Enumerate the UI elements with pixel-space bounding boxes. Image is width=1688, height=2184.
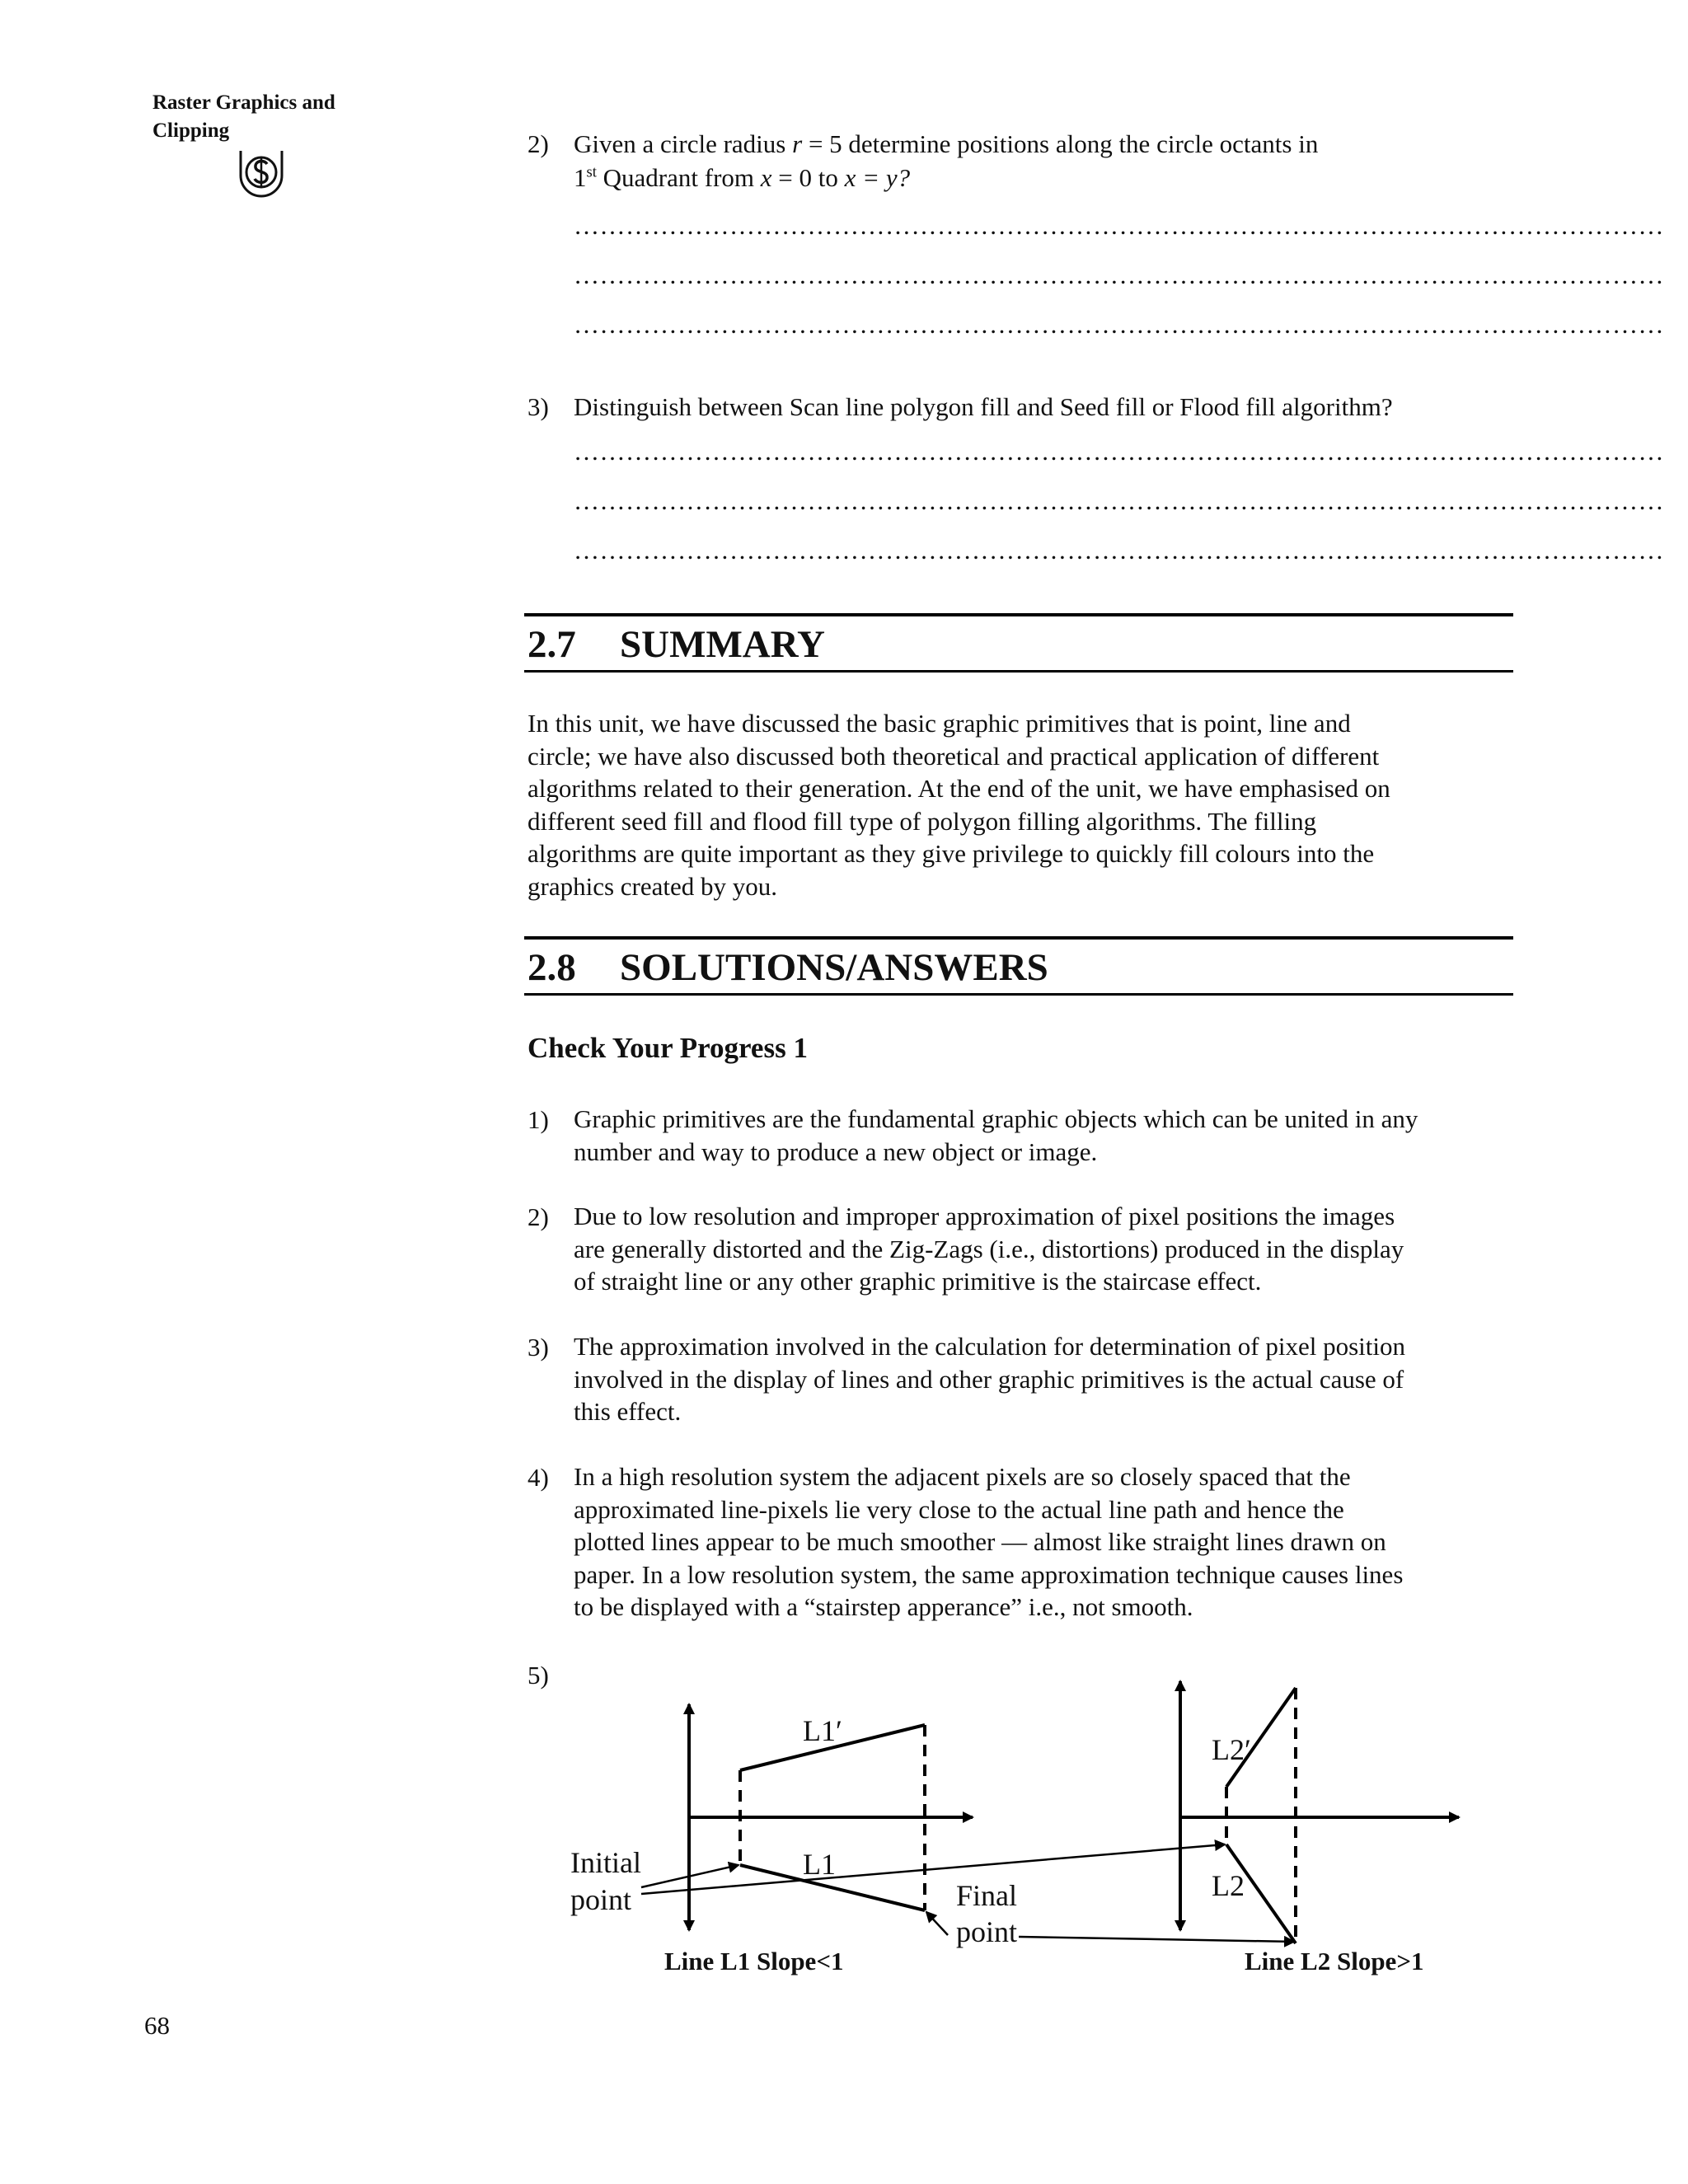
answer-line: ……………………………………………………………………………………………………………… (574, 437, 1664, 466)
variable-xy: x = y? (844, 163, 911, 192)
question-text: 1 (574, 163, 587, 192)
final-point-arrow (926, 1912, 948, 1935)
subheading: Check Your Progress 1 (528, 1032, 808, 1064)
variable-r: r (792, 129, 803, 158)
label-initial-point: point (570, 1883, 632, 1916)
superscript: st (586, 163, 597, 181)
text-line: involved in the display of lines and other graphic primitives is the actual cause of (574, 1364, 1404, 1394)
question-text: = 5 determine positions along the circle octants in (802, 129, 1319, 158)
question-text: Distinguish between Scan line polygon fill and Seed fill or Flood fill algorithm? (574, 392, 1393, 421)
final-point-arrow-2 (1019, 1937, 1294, 1942)
label-l1-prime: L1′ (803, 1714, 842, 1747)
text-line: In a high resolution system the adjacent pixels are so closely spaced that the (574, 1462, 1351, 1491)
text-line: to be displayed with a “stairstep apperance” i.e., not smooth. (574, 1592, 1193, 1621)
text-line: circle; we have also discussed both theoretical and practical application of different (528, 741, 1380, 771)
answer-line: ……………………………………………………………………………………………………………… (574, 211, 1664, 240)
section-number: 2.7 (528, 623, 576, 666)
text-line: approximated line-pixels lie very close to the actual line path and hence the (574, 1494, 1344, 1524)
label-l2: L2 (1212, 1869, 1245, 1902)
text-line: are generally distorted and the Zig-Zags (i.e., distortions) produced in the display (574, 1234, 1404, 1263)
section-title: SOLUTIONS/ANSWERS (620, 946, 1048, 989)
section-title: SUMMARY (620, 623, 825, 666)
text-line: graphics created by you. (528, 871, 777, 901)
text-line: of straight line or any other graphic primitive is the staircase effect. (574, 1267, 1262, 1296)
text-line: this effect. (574, 1397, 682, 1426)
answer-number: 3) (528, 1333, 549, 1361)
text-line: plotted lines appear to be much smoother — almost like straight lines drawn on (574, 1527, 1386, 1556)
header-line-1: Raster Graphics and (152, 91, 335, 114)
answer-number: 5) (528, 1661, 549, 1690)
text-line: paper. In a low resolution system, the same approximation technique causes lines (574, 1559, 1404, 1589)
answer-number: 4) (528, 1463, 549, 1492)
text-line: In this unit, we have discussed the basic graphic primitives that is point, line and (528, 709, 1351, 738)
text-line: different seed fill and flood fill type of polygon filling algorithms. The filling (528, 806, 1317, 836)
header-line-2: Clipping (152, 120, 230, 142)
question-number: 2) (528, 129, 549, 158)
question-number: 3) (528, 392, 549, 421)
label-l1: L1 (803, 1848, 836, 1881)
initial-point-arrow-2 (641, 1844, 1225, 1894)
label-initial: Initial (570, 1846, 641, 1879)
label-l2-prime: L2′ (1212, 1733, 1251, 1766)
answer-line: ……………………………………………………………………………………………………………… (574, 260, 1664, 289)
section-number: 2.8 (528, 946, 576, 989)
text-line: The approximation involved in the calculation for determination of pixel position (574, 1332, 1405, 1361)
question-text: Quadrant from (596, 163, 761, 192)
question-text: = 0 to (771, 163, 845, 192)
question-text: Given a circle radius (574, 129, 793, 158)
answer-line: ……………………………………………………………………………………………………………… (574, 486, 1664, 515)
text-line: Due to low resolution and improper approximation of pixel positions the images (574, 1202, 1395, 1230)
label-final-point: point (956, 1915, 1018, 1948)
page-number: 68 (144, 2011, 170, 2040)
text-line: number and way to produce a new object or image. (574, 1137, 1098, 1166)
answer-line: ……………………………………………………………………………………………………………… (574, 310, 1664, 339)
answer-line: ……………………………………………………………………………………………………………… (574, 536, 1664, 565)
label-final: Final (956, 1879, 1018, 1912)
text-line: algorithms are quite important as they give privilege to quickly fill colours into the (528, 839, 1375, 868)
text-line: algorithms related to their generation. At the end of the unit, we have emphasised on (528, 774, 1390, 803)
caption-line-l1: Line L1 Slope<1 (664, 1947, 844, 1975)
answer-number: 1) (528, 1105, 549, 1134)
caption-line-l2: Line L2 Slope>1 (1245, 1947, 1424, 1975)
text-line: Graphic primitives are the fundamental graphic objects which can be united in any (574, 1104, 1418, 1133)
variable-x: x (760, 163, 772, 192)
answer-number: 2) (528, 1202, 549, 1231)
